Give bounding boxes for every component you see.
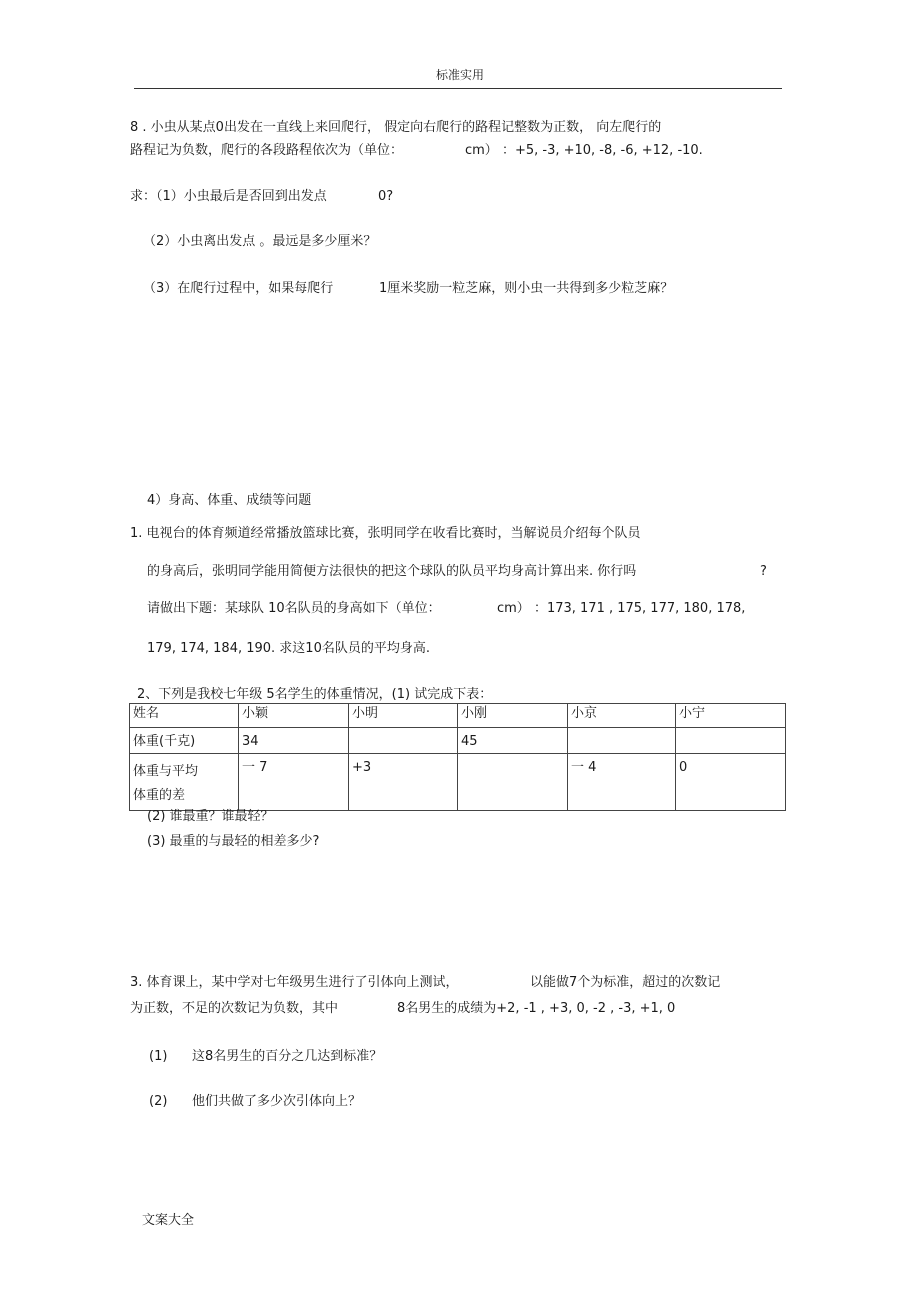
section4-p1-line4: 179, 174, 184, 190. 求这10名队员的平均身高.	[147, 641, 430, 656]
table-cell: 45	[458, 728, 568, 754]
section4-p2-q3: (3) 最重的与最轻的相差多少?	[147, 834, 320, 849]
table-row	[130, 728, 786, 754]
table-cell: 34	[239, 728, 349, 754]
q8-ask2: （2）小虫离出发点 。最远是多少厘米？	[143, 234, 377, 249]
table-header-cell: 小明	[349, 704, 458, 728]
table-cell: 一 7	[239, 754, 349, 811]
q8-ask3-a: （3）在爬行过程中，如果每爬行	[143, 281, 334, 296]
table-row	[130, 704, 786, 728]
q3-line1-a: 3. 体育课上，某中学对七年级男生进行了引体向上测试，	[130, 975, 459, 990]
table-cell: +3	[349, 754, 458, 811]
q3-sub1-text: 这8名男生的百分之几达到标准？	[192, 1049, 383, 1064]
q3-line2-b: 8名男生的成绩为+2, -1 , +3, 0, -2 , -3, +1, 0	[397, 1001, 676, 1016]
q3-sub2-number: (2)	[149, 1094, 168, 1109]
q3-line1-b: 以能做7个为标准，超过的次数记	[530, 975, 721, 990]
q3-sub2-text: 他们共做了多少次引体向上？	[192, 1094, 362, 1109]
section4-p1-line3-b: cm） ：173, 171 , 175, 177, 180, 178,	[497, 601, 746, 616]
table-cell	[676, 728, 786, 754]
q3-line2-a: 为正数，不足的次数记为负数，其中	[130, 1001, 339, 1016]
q8-ask1-b: 0?	[378, 189, 394, 204]
q8-line2-b: cm） ：+5, -3, +10, -8, -6, +12, -10.	[465, 143, 703, 158]
table-cell: 体重(千克)	[130, 728, 239, 754]
table-header-cell: 小宁	[676, 704, 786, 728]
q8-ask1-a: 求：（1）小虫最后是否回到出发点	[130, 189, 327, 204]
section4-p2-intro: 2、下列是我校七年级 5名学生的体重情况，(1) 试完成下表：	[137, 687, 493, 702]
page-footer: 文案大全	[142, 1213, 195, 1228]
q3-sub1-number: (1)	[149, 1049, 168, 1064]
table-cell: 0	[676, 754, 786, 811]
table-header-cell: 姓名	[130, 704, 239, 728]
table-cell	[458, 754, 568, 811]
section4-heading: 4）身高、体重、成绩等问题	[147, 493, 312, 508]
table-cell: 一 4	[568, 754, 676, 811]
diff-label-line2: 体重的差	[133, 788, 186, 803]
table-row	[130, 754, 786, 811]
header-rule	[134, 88, 782, 89]
table-header-cell: 小京	[568, 704, 676, 728]
section4-p2-q2: (2) 谁最重？谁最轻？	[147, 809, 274, 824]
section4-p1-line2-a: 的身高后，张明同学能用简便方法很快的把这个球队的队员平均身高计算出来. 你行吗	[147, 564, 637, 579]
weight-table	[129, 703, 786, 811]
section4-p1-line2-b: ?	[760, 564, 767, 579]
table-header-cell: 小刚	[458, 704, 568, 728]
table-header-cell: 小颖	[239, 704, 349, 728]
table-cell-diff-label	[130, 754, 239, 811]
section4-p1-line1: 1. 电视台的体育频道经常播放篮球比赛，张明同学在收看比赛时，当解说员介绍每个队员	[130, 526, 641, 541]
q8-line1: 8 . 小虫从某点0出发在一直线上来回爬行， 假定向右爬行的路程记整数为正数， 向左爬行的	[130, 120, 662, 135]
table-cell	[568, 728, 676, 754]
diff-label-line1: 体重与平均	[133, 764, 199, 779]
section4-p1-line3-a: 请做出下题：某球队 10名队员的身高如下（单位：	[147, 601, 441, 616]
q8-line2-a: 路程记为负数，爬行的各段路程依次为（单位：	[130, 143, 404, 158]
table-cell	[349, 728, 458, 754]
q8-ask3-b: 1厘米奖励一粒芝麻，则小虫一共得到多少粒芝麻？	[379, 281, 674, 296]
page-header-title: 标准实用	[435, 68, 484, 82]
